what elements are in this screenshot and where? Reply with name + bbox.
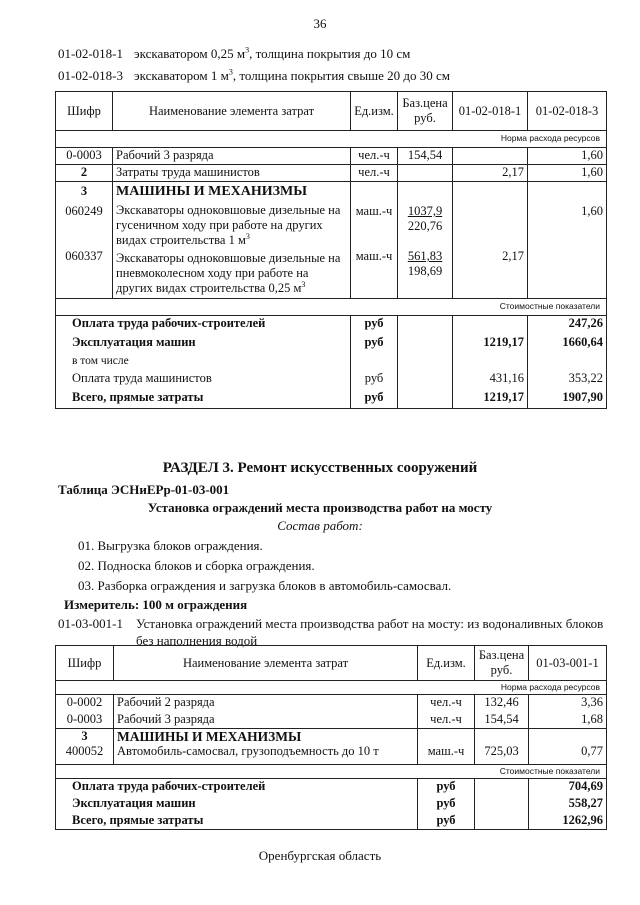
text bbox=[56, 646, 607, 830]
table-cell: 01-02-018-1 bbox=[453, 92, 528, 131]
text bbox=[116, 203, 347, 248]
table-cell: Оплата труда машинистов bbox=[56, 371, 351, 390]
table-cell bbox=[398, 335, 453, 354]
table-cell: 247,26 bbox=[528, 316, 607, 335]
table-cell: 1,60 bbox=[528, 148, 607, 165]
table-cell bbox=[453, 316, 528, 335]
total-row bbox=[56, 354, 607, 371]
text: Автомобиль-самосвал, грузоподъемность до 10 т bbox=[117, 744, 379, 758]
text bbox=[56, 92, 607, 409]
table-cell: 353,22 bbox=[528, 371, 607, 390]
table-cell: в том числе bbox=[56, 354, 351, 371]
machines-section bbox=[56, 729, 607, 765]
table-cell bbox=[398, 354, 453, 371]
text: 198,69 bbox=[407, 264, 443, 278]
table-cell bbox=[529, 729, 607, 765]
text: 3 bbox=[80, 184, 88, 198]
table-cell: Эксплуатация машин bbox=[56, 796, 418, 813]
table-cell: 1,60 bbox=[528, 165, 607, 182]
work-step: 01. Выгрузка блоков ограждения. bbox=[78, 538, 263, 553]
table-cell: 0-0002 bbox=[56, 695, 114, 712]
table-cell: 1219,17 bbox=[453, 390, 528, 409]
text: 3 bbox=[81, 729, 88, 743]
table-cell: Ед.изм. bbox=[351, 92, 398, 131]
footer-region: Оренбургская область bbox=[258, 848, 382, 863]
table-header bbox=[56, 92, 607, 131]
table-row bbox=[56, 712, 607, 729]
table-cell: Баз.цена руб. bbox=[475, 646, 529, 681]
table-cell bbox=[475, 796, 529, 813]
intro-line-1 bbox=[58, 46, 410, 62]
table-cell: чел.-ч bbox=[351, 165, 398, 182]
work-step: 02. Подноска блоков и сборка ограждения. bbox=[78, 558, 315, 573]
table-cell bbox=[475, 779, 529, 796]
text: 561,83 bbox=[407, 249, 443, 263]
text: 220,76 bbox=[407, 219, 443, 233]
work-step: 03. Разборка ограждения и загрузка блоков в автомобиль-самосвал. bbox=[78, 578, 452, 593]
intro-line-2 bbox=[58, 68, 450, 84]
table-cell bbox=[453, 354, 528, 371]
total-row bbox=[56, 371, 607, 390]
table-cell: руб bbox=[418, 813, 475, 830]
cost-label: Стоимостные показатели bbox=[56, 299, 607, 316]
machines-section bbox=[56, 182, 607, 299]
table-cell bbox=[351, 182, 398, 299]
table-cell bbox=[113, 182, 351, 299]
text: маш.-ч bbox=[355, 249, 393, 263]
text: 3 bbox=[245, 45, 250, 55]
composition-label: Состав работ: bbox=[277, 518, 363, 533]
table-cell bbox=[398, 390, 453, 409]
table-cell bbox=[528, 354, 607, 371]
meter: Измеритель: 100 м ограждения bbox=[64, 597, 248, 612]
table-cell bbox=[418, 729, 475, 765]
table-cell bbox=[475, 813, 529, 830]
text: 725,03 bbox=[484, 744, 519, 758]
table-cell: 0-0003 bbox=[56, 712, 114, 729]
table-cell bbox=[398, 371, 453, 390]
text: 1037,9 bbox=[407, 204, 443, 218]
table-cell: руб bbox=[351, 371, 398, 390]
table-row bbox=[56, 148, 607, 165]
table-cell: 704,69 bbox=[529, 779, 607, 796]
table-cell bbox=[475, 729, 529, 765]
table-cell: чел.-ч bbox=[351, 148, 398, 165]
table-cell: Всего, прямые затраты bbox=[56, 390, 351, 409]
table-cell: 154,54 bbox=[475, 712, 529, 729]
text: 060249 bbox=[65, 204, 103, 218]
table-cell: Оплата труда рабочих-строителей bbox=[56, 779, 418, 796]
text: 060337 bbox=[65, 249, 103, 263]
table-cell: Шифр bbox=[56, 646, 114, 681]
text: 3 bbox=[301, 279, 306, 289]
table-name: Таблица ЭСНиЕРр-01-03-001 bbox=[58, 482, 230, 497]
table-cell: Ед.изм. bbox=[418, 646, 475, 681]
item-description-cont: без наполнения водой bbox=[136, 633, 258, 648]
page-number: 36 bbox=[313, 16, 327, 31]
cost-label: Стоимостные показатели bbox=[56, 765, 607, 779]
table-cell: Рабочий 3 разряда bbox=[113, 148, 351, 165]
table-row bbox=[56, 695, 607, 712]
table-cell: 0-0003 bbox=[56, 148, 113, 165]
table-cell: руб bbox=[351, 316, 398, 335]
table-cell: 431,16 bbox=[453, 371, 528, 390]
table-cell: Наименование элемента затрат bbox=[114, 646, 418, 681]
table-cell: Шифр bbox=[56, 92, 113, 131]
text bbox=[56, 299, 607, 316]
table-cell: Рабочий 3 разряда bbox=[114, 712, 418, 729]
table-cell bbox=[56, 729, 114, 765]
table-cell bbox=[528, 182, 607, 299]
table-cell bbox=[56, 182, 113, 299]
text: 0,77 bbox=[581, 744, 603, 758]
norma-label: Норма расхода ресурсов bbox=[56, 131, 607, 148]
table-cell bbox=[453, 148, 528, 165]
table-cell bbox=[398, 165, 453, 182]
section-heading: РАЗДЕЛ 3. Ремонт искусственных сооружений bbox=[162, 460, 478, 476]
table-cell: Рабочий 2 разряда bbox=[114, 695, 418, 712]
text: маш.-ч bbox=[427, 744, 465, 758]
table-cell: 1,68 bbox=[529, 712, 607, 729]
table-cell: Наименование элемента затрат bbox=[113, 92, 351, 131]
table-cell: 01-03-001-1 bbox=[529, 646, 607, 681]
text: 3 bbox=[228, 67, 233, 77]
total-row bbox=[56, 316, 607, 335]
text: 400052 bbox=[65, 744, 104, 758]
total-row bbox=[56, 813, 607, 830]
text: маш.-ч bbox=[355, 204, 393, 218]
total-row bbox=[56, 390, 607, 409]
table-cell: чел.-ч bbox=[418, 695, 475, 712]
table-cell: Оплата труда рабочих-строителей bbox=[56, 316, 351, 335]
text: 3 bbox=[245, 231, 250, 241]
table-cell: чел.-ч bbox=[418, 712, 475, 729]
table-subtitle: Установка ограждений места производства работ на мосту bbox=[147, 500, 493, 515]
table-cell: руб bbox=[351, 390, 398, 409]
text bbox=[56, 681, 607, 695]
text: , толщина покрытия до 10 см bbox=[249, 46, 411, 61]
text: 2,17 bbox=[502, 249, 524, 263]
table-cell: 01-02-018-3 bbox=[528, 92, 607, 131]
table-cell bbox=[351, 354, 398, 371]
table-cell: Эксплуатация машин bbox=[56, 335, 351, 354]
total-row bbox=[56, 779, 607, 796]
text: 01-02-018-1 bbox=[58, 46, 123, 61]
table-cell: Затраты труда машинистов bbox=[113, 165, 351, 182]
text bbox=[56, 131, 607, 148]
resource-table-1 bbox=[55, 91, 607, 409]
text bbox=[56, 765, 607, 779]
table-header bbox=[56, 646, 607, 681]
table-cell: 2 bbox=[56, 165, 113, 182]
total-row bbox=[56, 796, 607, 813]
norma-label: Норма расхода ресурсов bbox=[56, 681, 607, 695]
text bbox=[116, 251, 347, 296]
resource-table-2 bbox=[55, 645, 607, 830]
text: экскаватором 0,25 м bbox=[134, 46, 246, 61]
table-cell: 1262,96 bbox=[529, 813, 607, 830]
table-cell: 558,27 bbox=[529, 796, 607, 813]
table-cell bbox=[398, 182, 453, 299]
table-cell: 154,54 bbox=[398, 148, 453, 165]
table-cell: руб bbox=[351, 335, 398, 354]
table-cell: 1219,17 bbox=[453, 335, 528, 354]
table-cell: 3,36 bbox=[529, 695, 607, 712]
text: 1,60 bbox=[581, 204, 603, 218]
table-cell: 1907,90 bbox=[528, 390, 607, 409]
table-cell: 1660,64 bbox=[528, 335, 607, 354]
table-cell: руб bbox=[418, 779, 475, 796]
table-cell: руб bbox=[418, 796, 475, 813]
table-cell: Баз.цена руб. bbox=[398, 92, 453, 131]
table-cell: 132,46 bbox=[475, 695, 529, 712]
table-cell: Всего, прямые затраты bbox=[56, 813, 418, 830]
text: Установка ограждений места производства работ на мосту: из водоналивных блоков bbox=[136, 616, 604, 631]
item-description bbox=[58, 616, 603, 632]
text: МАШИНЫ И МЕХАНИЗМЫ bbox=[117, 729, 302, 744]
text: 01-02-018-3 bbox=[58, 68, 123, 83]
table-row bbox=[56, 165, 607, 182]
text: МАШИНЫ И МЕХАНИЗМЫ bbox=[116, 184, 308, 199]
total-row bbox=[56, 335, 607, 354]
text: Экскаваторы одноковшовые дизельные на пневмоколесном ходу при работе на других видах строительства 0,25 м bbox=[116, 251, 341, 295]
text: , толщина покрытия свыше 20 до 30 см bbox=[232, 68, 451, 83]
table-cell: 2,17 bbox=[453, 165, 528, 182]
text: 01-03-001-1 bbox=[58, 616, 123, 631]
table-cell bbox=[398, 316, 453, 335]
text: Экскаваторы одноковшовые дизельные на гусеничном ходу при работе на других видах строительства 1 м bbox=[116, 203, 341, 247]
table-cell bbox=[453, 182, 528, 299]
table-cell bbox=[114, 729, 418, 765]
text: экскаватором 1 м bbox=[134, 68, 229, 83]
